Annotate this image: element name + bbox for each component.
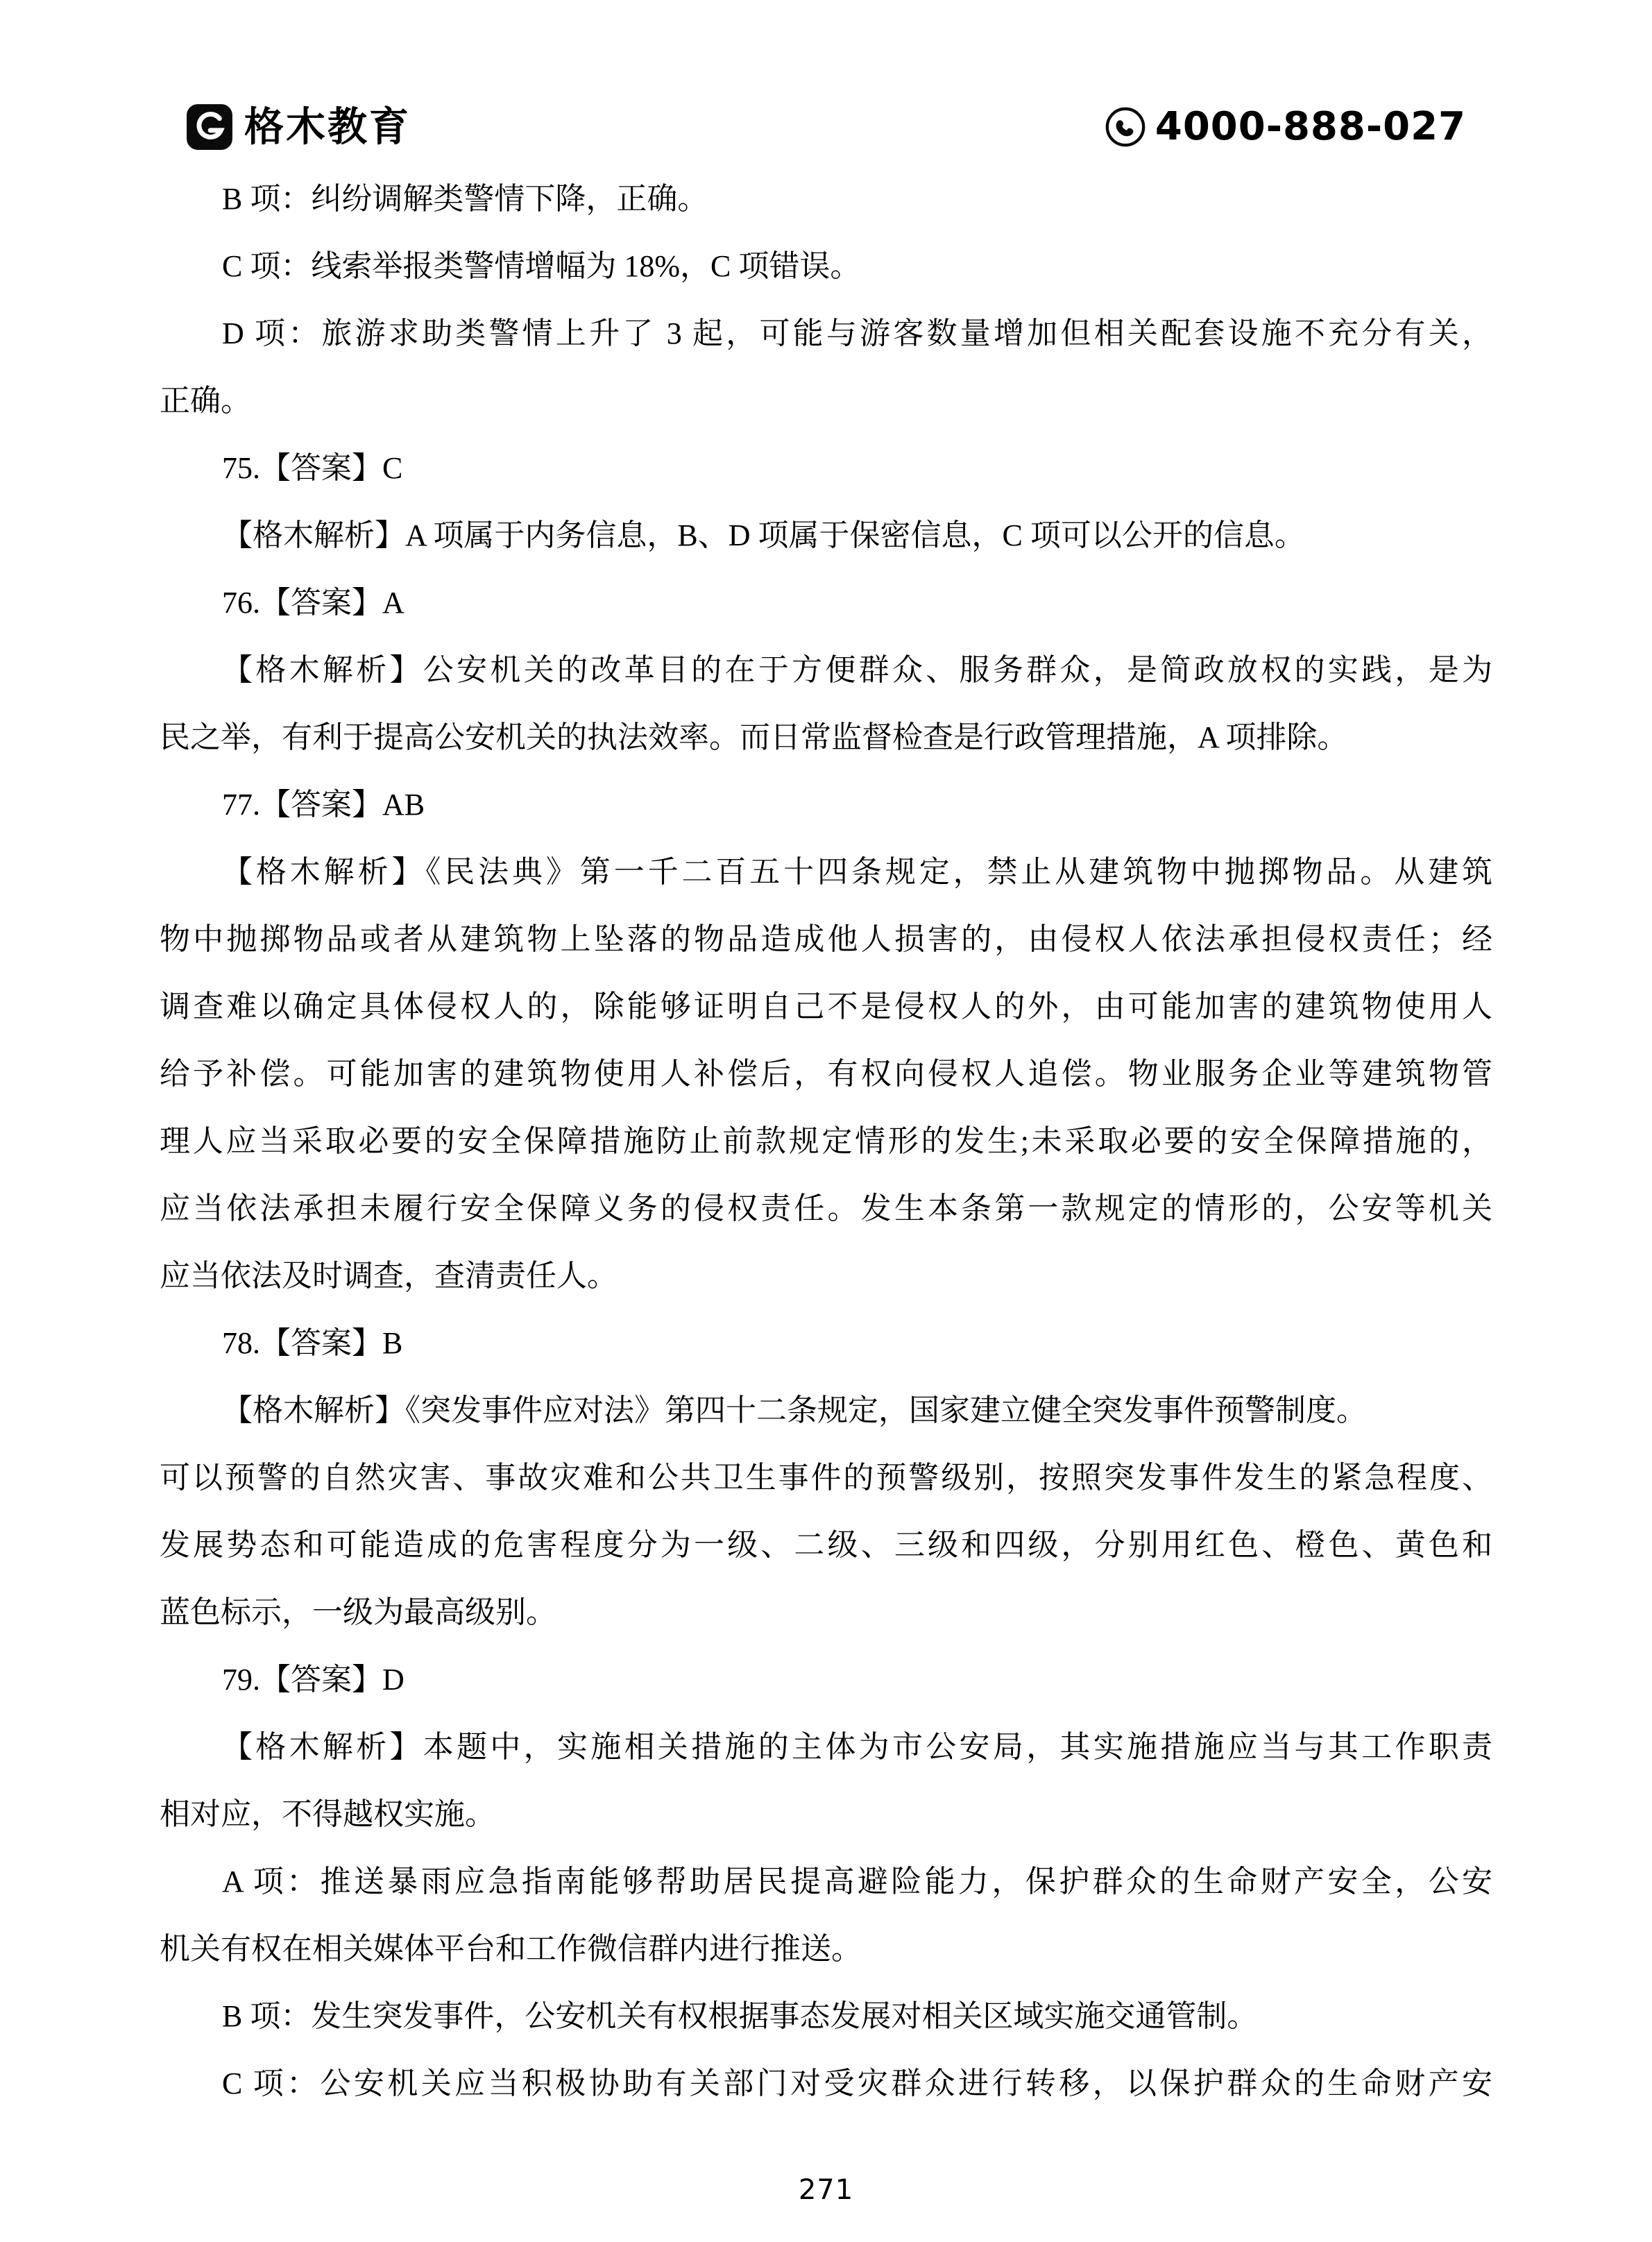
text-line: 79.【答案】D: [222, 1663, 405, 1697]
text-line: D 项：旅游求助类警情上升了 3 起，可能与游客数量增加但相关配套设施不充分有关，: [222, 316, 1492, 350]
text-line: 75.【答案】C: [222, 451, 403, 485]
text-line: 77.【答案】AB: [222, 788, 425, 822]
text-line: 调查难以确定具体侵权人的，除能够证明自己不是侵权人的外，由可能加害的建筑物使用人: [160, 990, 1492, 1024]
text-line: A 项：推送暴雨应急指南能够帮助居民提高避险能力，保护群众的生命财产安全，公安: [222, 1865, 1492, 1899]
text-line: 相对应，不得越权实施。: [160, 1797, 495, 1831]
text-line: 78.【答案】B: [222, 1326, 403, 1360]
page-number: 271: [798, 2174, 854, 2206]
text-line: B 项：发生突发事件，公安机关有权根据事态发展对相关区域实施交通管制。: [222, 1999, 1258, 2033]
text-line: 应当依法承担未履行安全保障义务的侵权责任。发生本条第一款规定的情形的，公安等机关: [160, 1191, 1492, 1225]
text-line: 【格木解析】本题中，实施相关措施的主体为市公安局，其实施措施应当与其工作职责: [222, 1730, 1492, 1764]
phone-contact: [1104, 105, 1466, 148]
text-line: 【格木解析】《突发事件应对法》第四十二条规定，国家建立健全突发事件预警制度。: [222, 1393, 1367, 1427]
text-line: 物中抛掷物品或者从建筑物上坠落的物品造成他人损害的，由侵权人依法承担侵权责任；经: [160, 922, 1492, 956]
text-line: C 项：线索举报类警情增幅为 18%，C 项错误。: [222, 249, 861, 283]
text-line: 给予补偿。可能加害的建筑物使用人补偿后，有权向侵权人追偿。物业服务企业等建筑物管: [160, 1057, 1492, 1091]
text-line: 应当依法及时调查，查清责任人。: [160, 1259, 618, 1293]
brand: [186, 103, 411, 151]
text-line: 机关有权在相关媒体平台和工作微信群内进行推送。: [160, 1932, 862, 1966]
text-line: 发展势态和可能造成的危害程度分为一级、二级、三级和四级，分别用红色、橙色、黄色和: [160, 1528, 1492, 1562]
text-line: B 项：纠纷调解类警情下降，正确。: [222, 182, 708, 216]
text-line: 【格木解析】A 项属于内务信息，B、D 项属于保密信息，C 项可以公开的信息。: [222, 518, 1305, 552]
text-line: C 项：公安机关应当积极协助有关部门对受灾群众进行转移，以保护群众的生命财产安: [222, 2066, 1492, 2100]
text-line: 正确。: [160, 384, 251, 418]
gemu-logo-icon: [186, 103, 233, 151]
phone-number: 4000-888-027: [1155, 104, 1466, 149]
text-line: 【格木解析】公安机关的改革目的在于方便群众、服务群众，是简政放权的实践，是为: [222, 653, 1492, 687]
answer-explanations: [160, 165, 1492, 2117]
phone-icon: [1104, 105, 1147, 148]
text-line: 可以预警的自然灾害、事故灾难和公共卫生事件的预警级别，按照突发事件发生的紧急程度、: [160, 1461, 1492, 1495]
text-line: 【格木解析】《民法典》第一千二百五十四条规定，禁止从建筑物中抛掷物品。从建筑: [222, 855, 1492, 889]
text-line: 蓝色标示，一级为最高级别。: [160, 1595, 556, 1629]
brand-name: 格木教育: [244, 103, 411, 150]
text-line: 76.【答案】A: [222, 586, 405, 620]
text-line: 民之举，有利于提高公安机关的执法效率。而日常监督检查是行政管理措施，A 项排除。: [160, 720, 1348, 754]
text-line: 理人应当采取必要的安全保障措施防止前款规定情形的发生;未采取必要的安全保障措施的，: [160, 1124, 1492, 1158]
page-header: [186, 101, 1466, 153]
